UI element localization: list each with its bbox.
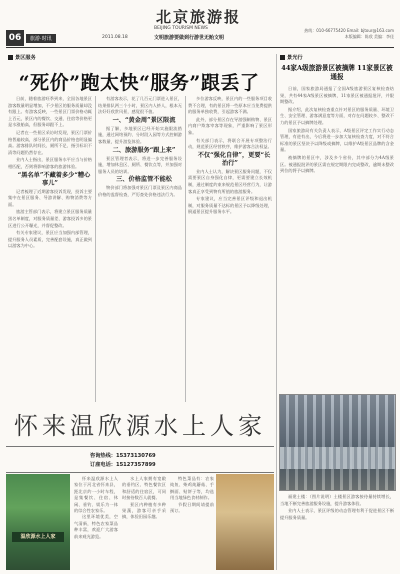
paper-name: 北京旅游报 [156, 8, 242, 26]
contact-info [304, 28, 394, 40]
paragraph: 日前，随着旅游旺季到来，全国各地景区游客数量明显增加，不少景区的服务质量却没有跟上。有游客反映，一些景区门票价格动辄上百元，景区内的餐饮、交通、住宿等价格更是水涨船高，但服务却跟不上。 [8, 96, 92, 128]
paragraph: 业内人士认为，解决景区服务问题，不仅需要景区自身强化自律，更需要建立长效机制，通过制度约束来规范景区经营行为，让游客真正享受到物有所值的旅游服务。 [188, 168, 272, 194]
photo-water-area [280, 447, 395, 469]
paragraph: 特色菜品有：农家炖鱼、柴鸡炖蘑菇、手擀面、贴饼子等，均选用当地绿色食材制作。 [170, 476, 214, 501]
right-article-title: 44家A级旅游景区被摘牌 11家景区被通报 [281, 64, 393, 81]
paragraph: 国家旅游局有关负责人表示，A级景区评定工作实行动态管理，有进有出，今后将进一步加大复核检查力度，对不符合标准的景区坚决予以降级或摘牌，以维护A级景区品牌的含金量。 [280, 127, 394, 153]
paragraph: 被摘牌的景区中，涉及多个省份，其中部分为4A级景区。被通报批评的景区需在规定期限内完成整改，逾期未整改到位的将予以摘牌。 [280, 154, 394, 174]
page-number: 06 [6, 30, 24, 46]
paragraph: 多位游客反映，景区内的一些服务项目收费不合理，有的景区将一些原本应当免费提供的服务单独收费，引起游客不满。 [188, 96, 272, 115]
section-tag: 景光行 [287, 55, 303, 61]
paragraph: 福建土楼：（图片说明）土楼景区游客接待量持续增长，当地不断完善旅游服务设施，提升游客体验。 [280, 494, 394, 506]
paragraph: 有关部门表示，将联合开展专项整治行动，规范景区经营秩序，维护游客合法权益。 [188, 137, 272, 150]
square-bullet-icon [8, 55, 13, 60]
paragraph: 此外，部分景区存在导游强制购物、景区内商户欺客宰客等现象，严重影响了景区形象。 [188, 116, 272, 135]
paragraph: 节假日期间请提前预订。 [170, 501, 214, 514]
paragraph: 景区管理者表示，将进一步完善服务设施，增加休息区、厕所、餐饮点等，并加强对服务人员的培训。 [98, 155, 182, 174]
section-tag: 景区服务 [15, 55, 36, 61]
ad-dish-photo [216, 474, 274, 570]
paragraph: 据介绍，此次复核检查重点针对景区的服务质量、环境卫生、安全管理、游客满意度等方面，对存在问题较多、整改不力的景区予以摘牌处理。 [280, 106, 394, 125]
paragraph: 专家建议，应当完善景区评级和退出机制，对服务质量不达标的景区予以降级处理，倒逼景区提升服务水平。 [188, 196, 272, 215]
phone-number: 15127357899 [115, 462, 156, 468]
paragraph: 景区内种植有多种果蔬，游客可亲手采摘，体验田园乐趣。 [122, 501, 166, 520]
paper-subtitle: BEIJING TOURISM NEWS [154, 26, 208, 31]
paragraph: 这里环境优美，空气清新，特色农家菜品种丰富，欢迎广大游客前来观光游览。 [74, 514, 118, 539]
paragraph: 业内人士指出，景区服务水平应当与价格相匹配，否则将影响游客的旅游体验。 [8, 157, 92, 169]
square-bullet-icon [280, 55, 285, 60]
subheading: 不仅“强化自律”，更要“长治行” [197, 151, 271, 167]
right-bottom-column [280, 494, 394, 570]
paragraph: 日前，国家旅游局通报了全国A级旅游景区复核检查结果，共有44家A级景区被摘牌，11家景区被通报批评，并限期整改。 [280, 86, 394, 105]
advertisement [6, 406, 274, 570]
contact-label: 咨询热线： [90, 453, 116, 459]
paper-slogan: 文明旅游要做到行游世无贻文明 [154, 35, 225, 41]
paragraph: 记者梳理了近期游客投诉发现，投诉主要集中在景区服务、导游讲解、购物消费等方面。 [8, 188, 92, 207]
masthead [6, 4, 394, 48]
ad-text-column [74, 476, 118, 570]
article-column-1 [8, 96, 92, 402]
ad-divider [6, 472, 274, 473]
paragraph: 有游客表示，花了几百元门票进入景区，结果排队两三个小时，景区内人挤人，根本无法好好欣赏风景，感觉很不值。 [98, 96, 182, 115]
paragraph: 旅游主管部门表示，将建立景区服务质量黑名单制度，对服务质量差、游客投诉多的景区进行公开曝光，并督促整改。 [8, 209, 92, 228]
contact-label: 订座电话： [90, 462, 116, 468]
ad-resort-photo [6, 474, 70, 570]
contact-line: 热线：010-66775420 Email: bjtour@163.com [304, 28, 394, 33]
paragraph: 怀来温欣源水上人家位于河北省怀来县，距北京约一小时车程，是集餐饮、住宿、休闲、垂钓、娱乐为一体的综合性农家乐。 [74, 476, 118, 514]
issue-date: 2011.08.18 [102, 35, 128, 40]
left-section-header [8, 54, 98, 64]
paragraph: 有关专家建议，景区应当加强内部管理，提升服务人员素质，完善配套设施，真正做到以游客为中心。 [8, 230, 92, 249]
subheading: 二、旅游服务“跟上来” [112, 146, 176, 154]
section-label: 旅游·时讯 [26, 34, 56, 43]
ad-text-column [122, 476, 166, 570]
paragraph: 业内人士表示，景区评级的动态管理有利于促进景区不断提升服务质量。 [280, 508, 394, 520]
subheading: 三、价格监管不能松 [116, 176, 172, 184]
ad-text-column [170, 476, 214, 570]
ad-title: 怀来温欣源水上人家 [14, 412, 266, 440]
ad-contact [90, 452, 156, 470]
right-article-column [280, 54, 394, 390]
subheading: 一、“黄金周”景区限流 [112, 116, 176, 124]
paragraph: 据了解，多地景区已经开始实施限流措施，通过网络预约、分时段入园等方式控制游客数量，提升游览体验。 [98, 125, 182, 144]
column-divider [276, 54, 277, 570]
tulou-photo [279, 394, 396, 491]
article-column-2 [98, 96, 182, 402]
paragraph: 物价部门将加强对景区门票及景区内商品价格的监督检查，严厉查处价格违法行为。 [98, 185, 182, 197]
article-column-3 [188, 96, 272, 402]
subheading: “黑名单”不藏着多少“糟心事儿” [17, 171, 91, 187]
column-divider [95, 96, 96, 402]
paragraph: 记者在一些景区采访时发现，景区门票价格普遍较高，部分景区内的商品价格也明显偏高。游客排队时间长、厕所不足、指引标识不清等问题仍然存在。 [8, 129, 92, 155]
masthead-rule [6, 47, 394, 48]
phone-number: 15373130769 [115, 453, 156, 459]
contact-line: 本版编辑：陈欣 美编：李佳 [344, 34, 394, 39]
newspaper-page [6, 4, 394, 570]
paragraph: 水上人家拥有宽敞的垂钓区、特色餐饮区和舒适的住宿区，可同时接待数百人就餐。 [122, 476, 166, 501]
resort-sign: 温欣源水上人家 [12, 532, 64, 542]
column-divider [185, 96, 186, 402]
main-headline: “死价”跑太快“服务”跟丢了 [18, 72, 260, 94]
